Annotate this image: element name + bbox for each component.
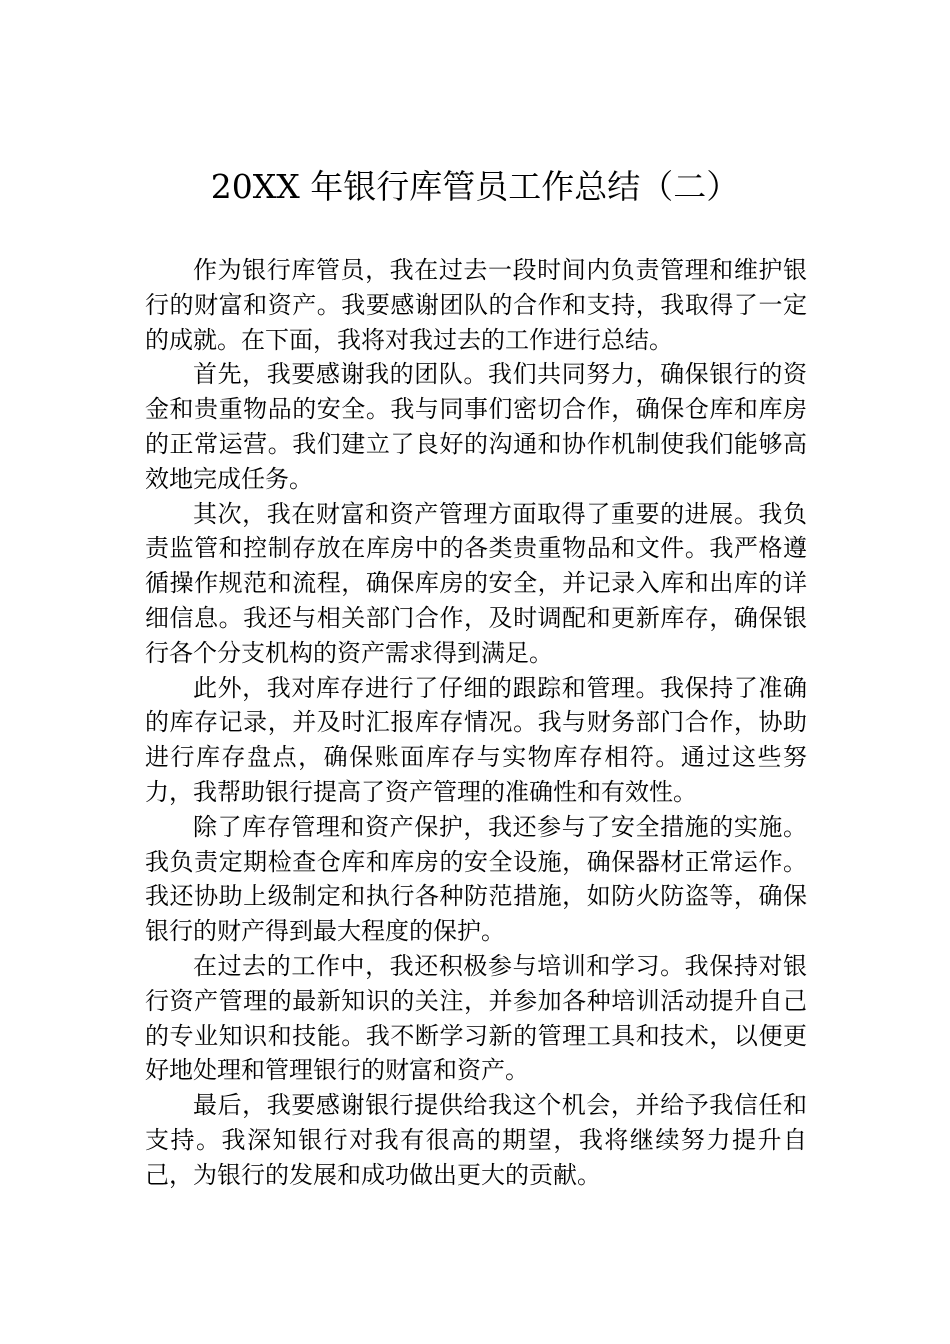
paragraph: 其次，我在财富和资产管理方面取得了重要的进展。我负责监管和控制存放在库房中的各类贵重物品和文件。我严格遵循操作规范和流程，确保库房的安全，并记录入库和出库的详细信息。我还与相关部门合作，及时调配和更新库存，确保银行各个分支机构的资产需求得到满足。 [145, 499, 807, 667]
paragraph: 除了库存管理和资产保护，我还参与了安全措施的实施。我负责定期检查仓库和库房的安全设施，确保器材正常运作。我还协助上级制定和执行各种防范措施，如防火防盗等，确保银行的财产得到最大程度的保护。 [145, 812, 807, 946]
paragraph: 在过去的工作中，我还积极参与培训和学习。我保持对银行资产管理的最新知识的关注，并参加各种培训活动提升自己的专业知识和技能。我不断学习新的管理工具和技术，以便更好地处理和管理银行的财富和资产。 [145, 951, 807, 1085]
document-title: 20XX 年银行库管员工作总结（二） [210, 167, 740, 206]
paragraph: 此外，我对库存进行了仔细的跟踪和管理。我保持了准确的库存记录，并及时汇报库存情况。我与财务部门合作，协助进行库存盘点，确保账面库存与实物库存相符。通过这些努力，我帮助银行提高了资产管理的准确性和有效性。 [145, 673, 807, 806]
document-body [145, 253, 807, 1193]
paragraph: 最后，我要感谢银行提供给我这个机会，并给予我信任和支持。我深知银行对我有很高的期望，我将继续努力提升自己，为银行的发展和成功做出更大的贡献。 [145, 1091, 807, 1189]
paragraph: 作为银行库管员，我在过去一段时间内负责管理和维护银行的财富和资产。我要感谢团队的合作和支持，我取得了一定的成就。在下面，我将对我过去的工作进行总结。 [145, 256, 807, 354]
paragraph: 首先，我要感谢我的团队。我们共同努力，确保银行的资金和贵重物品的安全。我与同事们密切合作，确保仓库和库房的正常运营。我们建立了良好的沟通和协作机制使我们能够高效地完成任务。 [145, 360, 807, 493]
